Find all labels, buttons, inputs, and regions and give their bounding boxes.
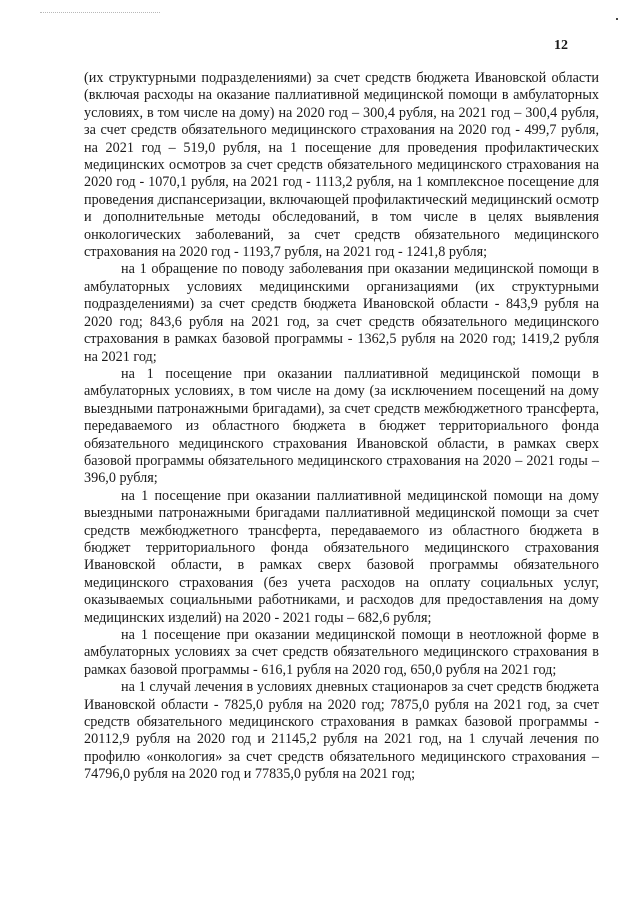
paragraph: на 1 посещение при оказании медицинской помощи в неотложной форме в амбулаторных условиях за счет средств обязательного медицинского страхования в рамках базовой программы - 616,1 рубля на 2020 год, 650,0 рубля на 2021 год; [84, 627, 599, 678]
paragraph: на 1 посещение при оказании паллиативной медицинской помощи в амбулаторных условиях, в том числе на дому (за исключением посещений на дому выездными патронажными бригадами), за счет средств межбюджетного трансферта, передаваемого из областного бюджета в бюджет территориального фонда обязательного медицинского страхования Ивановской области, в рамках сверх базовой программы обязательного медицинского страхования на 2020 – 2021 годы – 396,0 рубля; [84, 365, 599, 487]
scan-artifact-dot [616, 18, 618, 20]
paragraph: на 1 случай лечения в условиях дневных стационаров за счет средств бюджета Ивановской области - 7825,0 рубля на 2020 год; 7875,0 рубля на 2021 год, за счет средств обязательного медицинского страхования в рамках базовой программы - 20112,9 рубля на 2020 год и 21145,2 рубля на 2021 год, на 1 случай лечения по профилю «онкология» за счет средств обязательного медицинского страхования – 74796,0 рубля на 2020 год и 77835,0 рубля на 2021 год; [84, 679, 599, 783]
scan-artifact-line [40, 12, 160, 13]
document-body [84, 70, 599, 784]
page-number: 12 [554, 38, 568, 53]
paragraph: на 1 посещение при оказании паллиативной медицинской помощи на дому выездными патронажными бригадами паллиативной медицинской помощи за счет средств межбюджетного трансферта, передаваемого из областного бюджета в бюджет территориального фонда обязательного медицинского страхования Ивановской области, в рамках сверх базовой программы обязательного медицинского страхования (без учета расходов на оплату социальных услуг, оказываемых социальными работниками, и расходов для предоставления на дому медицинских изделий) на 2020 - 2021 годы – 682,6 рубля; [84, 487, 599, 626]
paragraph-continuation: (их структурными подразделениями) за счет средств бюджета Ивановской области (включая расходы на оказание паллиативной медицинской помощи в амбулаторных условиях, в том числе на дому) на 2020 год – 300,4 рубля, на 2021 год – 300,4 рубля, за счет средств обязательного медицинского страхования на 2020 год - 499,7 рубля, на 2021 год – 519,0 рубля, на 1 посещение для проведения профилактических медицинских осмотров за счет средств обязательного медицинского страхования на 2020 год - 1070,1 рубля, на 2021 год - 1113,2 рубля, на 1 комплексное посещение для проведения диспансеризации, включающей профилактический медицинский осмотр и дополнительные методы обследований, в том числе в целях выявления онкологических заболеваний, за счет средств обязательного медицинского страхования на 2020 год - 1193,7 рубля, на 2021 год - 1241,8 рубля; [84, 70, 599, 261]
paragraph: на 1 обращение по поводу заболевания при оказании медицинской помощи в амбулаторных условиях медицинскими организациями (их структурными подразделениями) за счет средств бюджета Ивановской области - 843,9 рубля на 2020 год; 843,6 рубля на 2021 год, за счет средств обязательного медицинского страхования в рамках базовой программы - 1362,5 рубля на 2020 год; 1419,2 рубля на 2021 год; [84, 261, 599, 365]
